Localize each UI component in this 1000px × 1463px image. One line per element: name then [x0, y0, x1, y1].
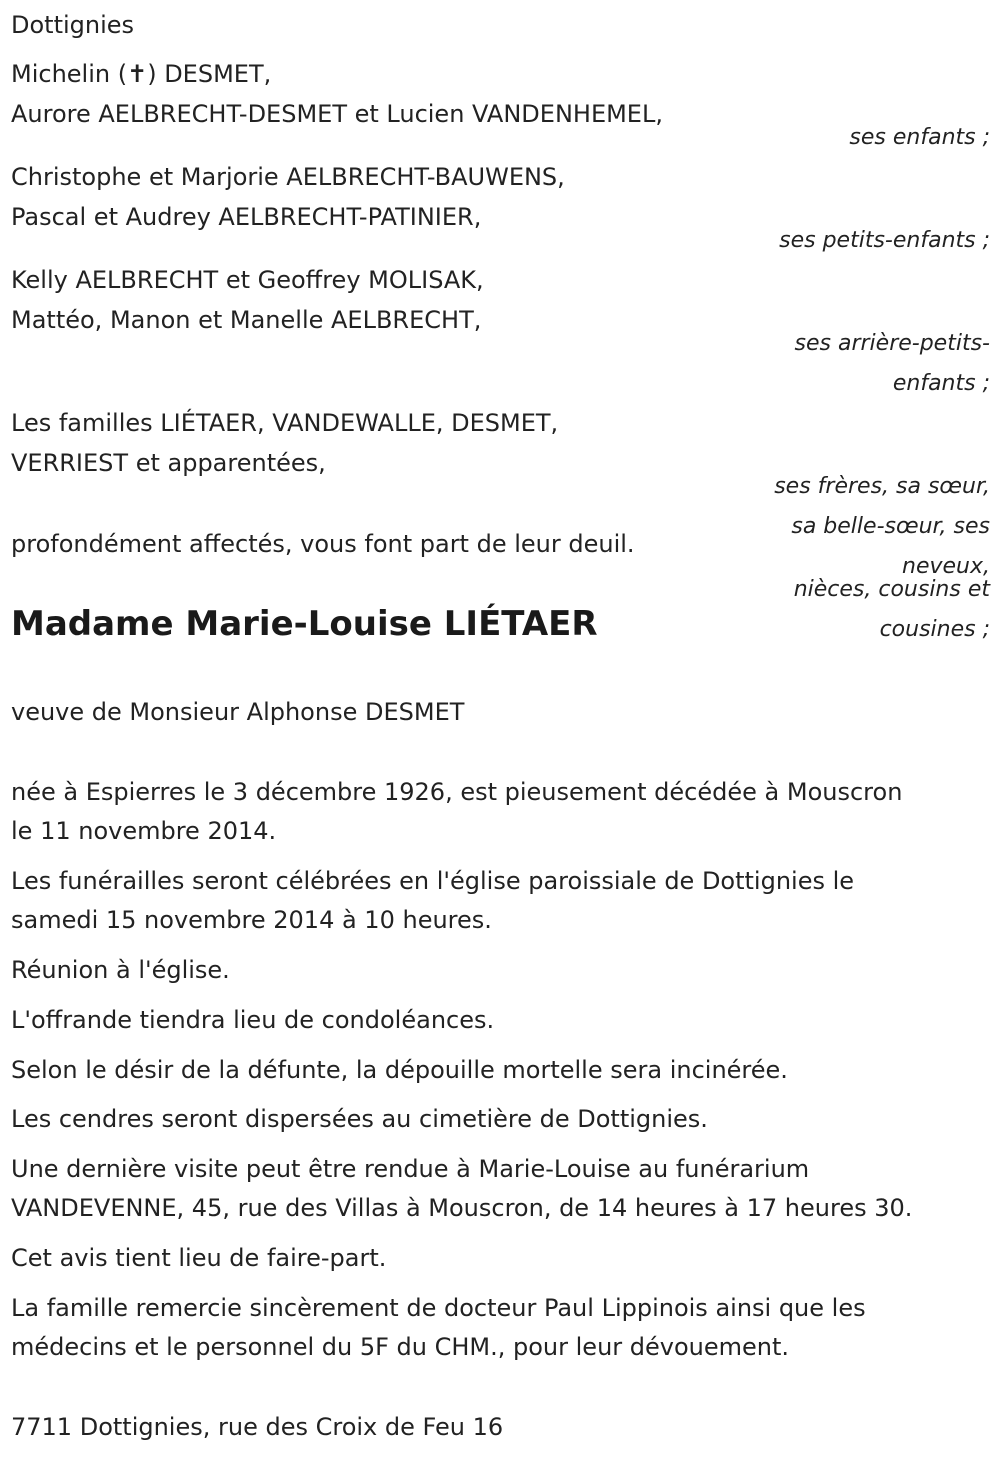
children-name-prefix: Michelin (: [11, 60, 128, 88]
relatives-relation-5: cousines ;: [879, 617, 990, 642]
thanks-line-1: La famille remercie sincèrement de docteur Paul Lippinois ainsi que les: [11, 1294, 866, 1322]
thanks-line-2: médecins et le personnel du 5F du CHM., pour leur dévouement.: [11, 1333, 790, 1361]
children-relation: ses enfants ;: [849, 125, 990, 150]
notice-line: Cet avis tient lieu de faire-part.: [11, 1244, 387, 1272]
deceased-name: Madame Marie-Louise LIÉTAER: [11, 604, 598, 644]
visit-line-1: Une dernière visite peut être rendue à Marie-Louise au funérarium: [11, 1155, 810, 1183]
children-line-2: Aurore AELBRECHT-DESMET et Lucien VANDENHEMEL,: [11, 100, 663, 128]
offering-line: L'offrande tiendra lieu de condoléances.: [11, 1006, 495, 1034]
cremation-line: Selon le désir de la défunte, la dépouille mortelle sera incinérée.: [11, 1056, 788, 1084]
funeral-line-1: Les funérailles seront célébrées en l'église paroissiale de Dottignies le: [11, 867, 855, 895]
relatives-relation-4: nièces, cousins et: [793, 577, 990, 602]
great-grandchildren-line-2: Mattéo, Manon et Manelle AELBRECHT,: [11, 306, 482, 334]
grandchildren-line-1: Christophe et Marjorie AELBRECHT-BAUWENS,: [11, 163, 565, 191]
relatives-relation-3: neveux,: [902, 554, 990, 579]
deceased-spouse: veuve de Monsieur Alphonse DESMET: [11, 698, 465, 726]
great-grandchildren-relation-2: enfants ;: [892, 371, 990, 396]
birth-death-line-2: le 11 novembre 2014.: [11, 817, 277, 845]
header-place: Dottignies: [11, 11, 135, 39]
ashes-line: Les cendres seront dispersées au cimetière de Dottignies.: [11, 1105, 708, 1133]
great-grandchildren-line-1: Kelly AELBRECHT et Geoffrey MOLISAK,: [11, 266, 484, 294]
relatives-relation-1: ses frères, sa sœur,: [774, 474, 990, 499]
great-grandchildren-relation-1: ses arrière-petits-: [794, 331, 990, 356]
visit-line-2: VANDEVENNE, 45, rue des Villas à Mouscron, de 14 heures à 17 heures 30.: [11, 1194, 913, 1222]
children-name-suffix: ) DESMET,: [147, 60, 272, 88]
children-line-1: [11, 59, 271, 89]
relatives-line-2: VERRIEST et apparentées,: [11, 449, 326, 477]
grandchildren-relation: ses petits-enfants ;: [779, 228, 990, 253]
meeting-line: Réunion à l'église.: [11, 956, 230, 984]
birth-death-line-1: née à Espierres le 3 décembre 1926, est pieusement décédée à Mouscron: [11, 778, 903, 806]
family-closing: profondément affectés, vous font part de leur deuil.: [11, 530, 635, 558]
relatives-relation-2: sa belle-sœur, ses: [791, 514, 990, 539]
relatives-line-1: Les familles LIÉTAER, VANDEWALLE, DESMET,: [11, 409, 559, 437]
funeral-line-2: samedi 15 novembre 2014 à 10 heures.: [11, 906, 492, 934]
cross-icon: ✝: [127, 60, 148, 88]
footer-address: 7711 Dottignies, rue des Croix de Feu 16: [11, 1413, 504, 1441]
grandchildren-line-2: Pascal et Audrey AELBRECHT-PATINIER,: [11, 203, 482, 231]
